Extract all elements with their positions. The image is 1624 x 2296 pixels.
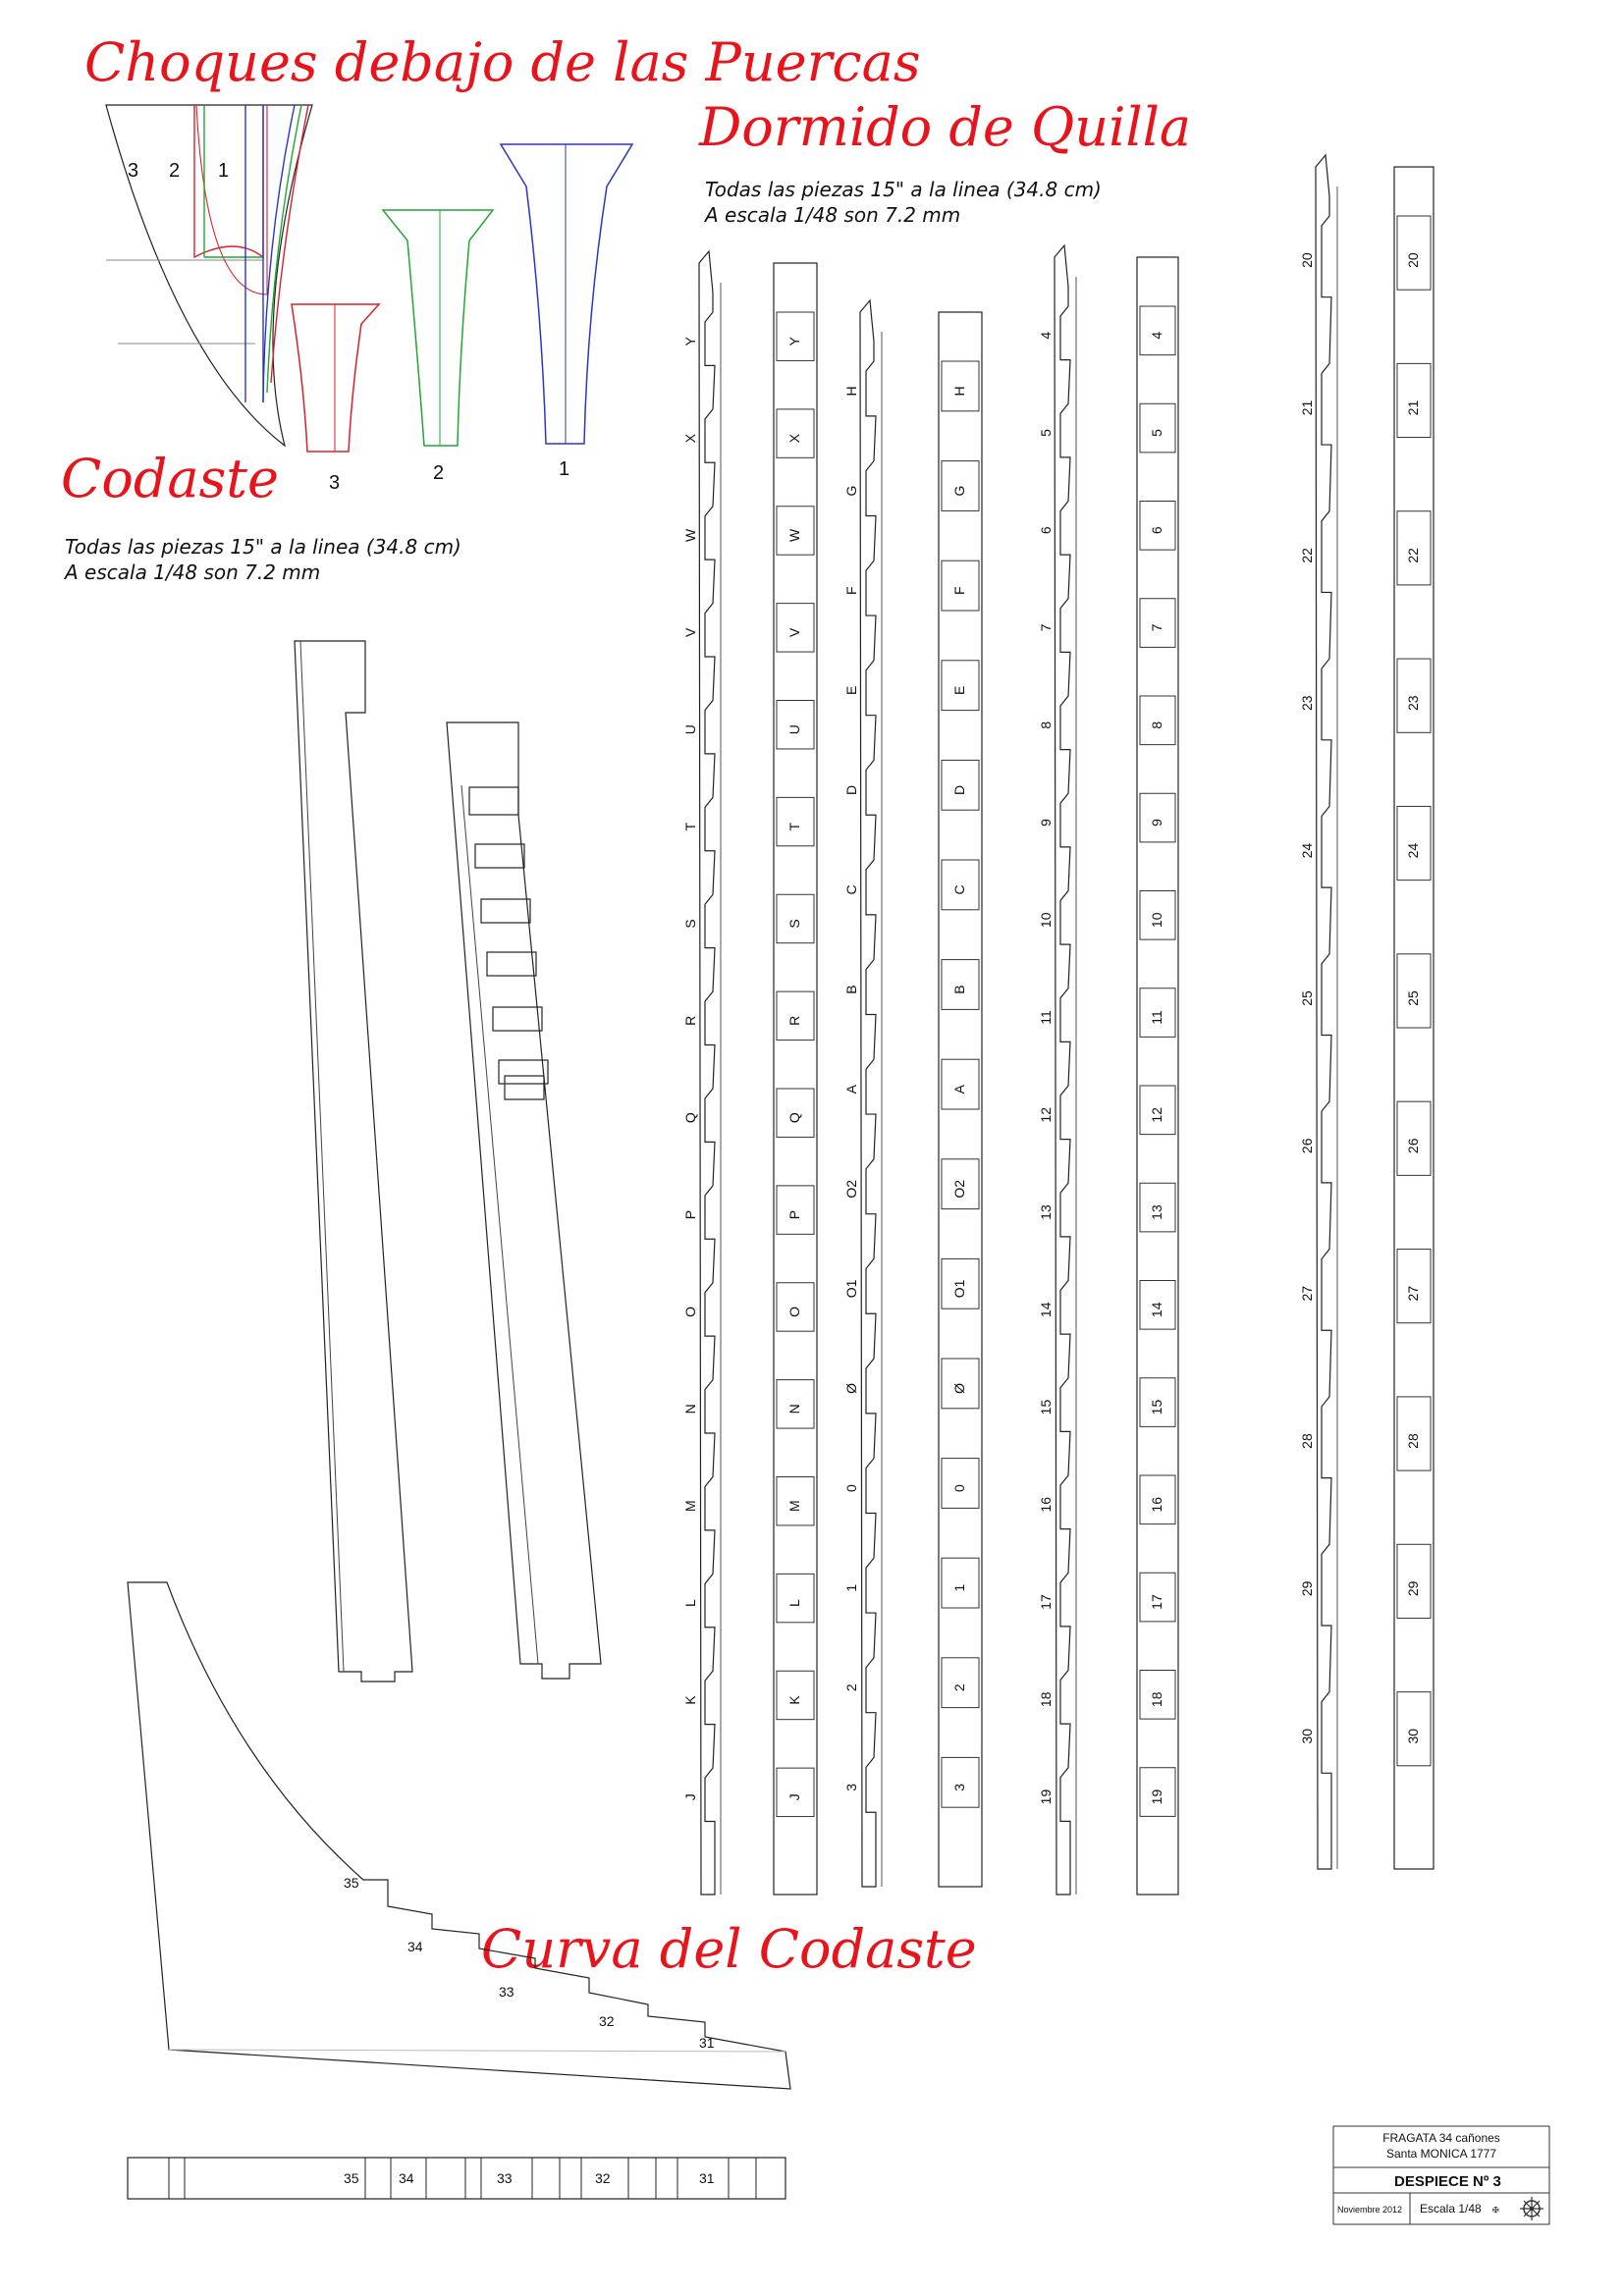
choque-piece-2-label: 2 xyxy=(433,462,445,484)
dormido-profile-label: O1 xyxy=(843,1279,859,1299)
dormido-strip-label: 9 xyxy=(1149,819,1164,827)
dormido-profile-label: W xyxy=(682,528,698,543)
curva-profile-label-35: 35 xyxy=(344,1875,359,1891)
dormido-strip-label: O xyxy=(786,1306,802,1317)
title-block-scale: Escala 1/48 xyxy=(1420,2202,1482,2216)
dormido-strip-label: 27 xyxy=(1405,1285,1421,1302)
choque-piece-3-label: 3 xyxy=(329,472,341,494)
dormido-profile-label: 6 xyxy=(1038,526,1054,535)
dormido-profile-label: 14 xyxy=(1038,1302,1054,1318)
choque-piece-3 xyxy=(292,304,379,494)
dormido-strip-label: 17 xyxy=(1149,1594,1164,1610)
dormido-profile-label: 15 xyxy=(1038,1399,1054,1415)
dormido-profile-label: 12 xyxy=(1038,1106,1054,1123)
title-block-ship: FRAGATA 34 cañones xyxy=(1382,2131,1500,2145)
dormido-strip-label: U xyxy=(786,724,802,735)
dormido-strip-label: 23 xyxy=(1405,695,1421,711)
dormido-profile-label: 8 xyxy=(1038,721,1054,729)
dormido-strip-label: 22 xyxy=(1405,548,1421,563)
dormido-profile-label: 25 xyxy=(1299,990,1315,1006)
title-block xyxy=(1333,2126,1549,2224)
dormido-profile-label: 20 xyxy=(1299,252,1315,268)
dormido-profile-label: D xyxy=(843,784,859,795)
dormido-profile-label: Q xyxy=(682,1112,698,1124)
dormido-strip-label: T xyxy=(786,822,802,831)
dormido-strip-label: 21 xyxy=(1405,400,1421,416)
curva-strip-label-31: 31 xyxy=(699,2170,715,2186)
heading-choques: Choques debajo de las Puercas xyxy=(84,31,921,93)
dormido-strip-label: V xyxy=(786,627,802,637)
dormido-profile-label: M xyxy=(682,1500,698,1512)
dormido-profile-label: 26 xyxy=(1299,1138,1315,1154)
codaste-note-1: Todas las piezas 15" a la linea (34.8 cm) xyxy=(65,535,461,559)
choques-view-label-3: 3 xyxy=(128,160,139,182)
curva-profile-label-32: 32 xyxy=(599,2013,615,2029)
logo-mark-icon: ✠ xyxy=(1492,2206,1499,2215)
dormido-strip-label: 18 xyxy=(1149,1691,1164,1708)
dormido-strip-label: K xyxy=(786,1695,802,1705)
dormido-strip-label: 26 xyxy=(1405,1138,1421,1154)
dormido-profile-label: 10 xyxy=(1038,912,1054,929)
curva-strip-label-34: 34 xyxy=(399,2170,414,2186)
dormido-strip-label: 5 xyxy=(1149,429,1164,437)
dormido-profile-label: E xyxy=(843,685,859,695)
dormido-profile-label: 9 xyxy=(1038,819,1054,827)
dormido-strip-label: H xyxy=(951,386,967,397)
dormido-profile-label: 4 xyxy=(1038,331,1054,340)
dormido-profile-label: 29 xyxy=(1299,1580,1315,1597)
dormido-strip-label: 3 xyxy=(951,1783,967,1791)
dormido-profile-label: 7 xyxy=(1038,623,1054,632)
dormido-strip-label: R xyxy=(786,1015,802,1026)
dormido-strip-label: 10 xyxy=(1149,912,1164,929)
dormido-profile-label: 0 xyxy=(843,1484,859,1492)
title-block-sheet: DESPIECE Nº 3 xyxy=(1394,2173,1501,2190)
dormido-strip-label: Ø xyxy=(951,1383,967,1394)
dormido-strip-label: L xyxy=(786,1599,802,1607)
dormido-strip-label: J xyxy=(786,1793,802,1801)
dormido-strip-label: 15 xyxy=(1149,1399,1164,1415)
dormido-strip-label: W xyxy=(786,528,802,543)
curva-profile-label-34: 34 xyxy=(407,1939,423,1954)
heading-curva: Curva del Codaste xyxy=(481,1918,977,1980)
dormido-strip-label: P xyxy=(786,1209,802,1220)
dormido-strip-label: 11 xyxy=(1149,1010,1164,1025)
dormido-strip-label: 12 xyxy=(1149,1106,1164,1123)
dormido-note-1: Todas las piezas 15" a la linea (34.8 cm) xyxy=(705,178,1102,201)
dormido-profile-label: T xyxy=(682,822,698,831)
title-block-name: Santa MONICA 1777 xyxy=(1385,2147,1497,2161)
dormido-strip-label: 30 xyxy=(1405,1728,1421,1744)
dormido-strip-label: 16 xyxy=(1149,1496,1164,1513)
dormido-profile-label: 23 xyxy=(1299,695,1315,711)
dormido-profile-label: 11 xyxy=(1038,1010,1054,1025)
choque-piece-1 xyxy=(501,144,632,480)
choques-view-label-2: 2 xyxy=(169,160,181,182)
curva-strip-label-32: 32 xyxy=(595,2170,611,2186)
dormido-profile-label: 2 xyxy=(843,1683,859,1692)
dormido-profile-label: X xyxy=(682,433,698,444)
dormido-profile-label: J xyxy=(682,1793,698,1801)
dormido-strip-label: 7 xyxy=(1149,623,1164,632)
dormido-profile-label: 3 xyxy=(843,1783,859,1791)
dormido-profile-label: 27 xyxy=(1299,1285,1315,1302)
dormido-strip-label: O1 xyxy=(951,1279,967,1299)
choque-piece-2 xyxy=(383,210,493,484)
curva-strip-label-35: 35 xyxy=(344,2170,359,2186)
dormido-strip-label: C xyxy=(951,884,967,895)
dormido-strip-label: G xyxy=(951,485,967,497)
dormido-profile-label: 1 xyxy=(843,1583,859,1592)
dormido-strip-label: 20 xyxy=(1405,252,1421,268)
heading-dormido: Dormido de Quilla xyxy=(699,96,1192,158)
dormido-strip-label: 0 xyxy=(951,1484,967,1492)
dormido-profile-label: 21 xyxy=(1299,400,1315,416)
choques-assembly-view xyxy=(106,105,312,446)
dormido-strip-label: N xyxy=(786,1404,802,1415)
dormido-strip-label: 14 xyxy=(1149,1302,1164,1318)
dormido-strip-label: Q xyxy=(786,1112,802,1124)
dormido-strip-label: 4 xyxy=(1149,331,1164,340)
dormido-profile-label: F xyxy=(843,586,859,595)
dormido-note-2: A escala 1/48 son 7.2 mm xyxy=(705,203,961,227)
dormido-profile-label: H xyxy=(843,386,859,397)
ship-wheel-icon xyxy=(1520,2197,1543,2220)
title-block-date: Noviembre 2012 xyxy=(1337,2205,1403,2215)
dormido-strip-label: 29 xyxy=(1405,1580,1421,1597)
curva-codaste-strip xyxy=(128,2158,785,2199)
dormido-strip-label: 1 xyxy=(951,1583,967,1592)
codaste-note-2: A escala 1/48 son 7.2 mm xyxy=(65,561,321,584)
dormido-profile-label: 22 xyxy=(1299,548,1315,563)
dormido-strip-label: 6 xyxy=(1149,526,1164,535)
dormido-strip-label: Y xyxy=(786,336,802,347)
heading-codaste: Codaste xyxy=(61,448,279,509)
curva-profile-label-31: 31 xyxy=(699,2035,715,2051)
dormido-profile-label: Ø xyxy=(843,1383,859,1394)
dormido-profile-label: 17 xyxy=(1038,1594,1054,1610)
dormido-profile-label: O xyxy=(682,1306,698,1317)
dormido-strip-label: 2 xyxy=(951,1683,967,1692)
dormido-strip-label: 19 xyxy=(1149,1789,1164,1805)
dormido-strip-label: X xyxy=(786,433,802,444)
dormido-profile-label: 19 xyxy=(1038,1789,1054,1805)
dormido-profile-label: 16 xyxy=(1038,1496,1054,1513)
dormido-profile-label: S xyxy=(682,919,698,929)
dormido-profile-label: U xyxy=(682,724,698,735)
dormido-profile-label: B xyxy=(843,985,859,994)
dormido-profile-label: 5 xyxy=(1038,429,1054,437)
dormido-strip-label: O2 xyxy=(951,1179,967,1199)
dormido-profile-label: 18 xyxy=(1038,1691,1054,1708)
dormido-profile-label: Y xyxy=(682,336,698,347)
dormido-strip-label: 28 xyxy=(1405,1433,1421,1449)
choque-piece-1-label: 1 xyxy=(559,458,570,480)
dormido-strip-label: B xyxy=(951,985,967,994)
dormido-strip-label: A xyxy=(951,1085,967,1095)
codaste-piece-notched xyxy=(447,722,601,1679)
dormido-profile-label: V xyxy=(682,627,698,637)
dormido-profile-label: G xyxy=(843,485,859,497)
curva-codaste-profile xyxy=(128,1582,790,2089)
dormido-strip-label: 13 xyxy=(1149,1204,1164,1220)
dormido-profile-label: N xyxy=(682,1404,698,1415)
dormido-profile-label: 28 xyxy=(1299,1433,1315,1449)
dormido-strip-label: 25 xyxy=(1405,990,1421,1006)
dormido-profile-label: A xyxy=(843,1085,859,1095)
dormido-profile-label: 13 xyxy=(1038,1204,1054,1220)
dormido-profile-label: K xyxy=(682,1695,698,1705)
curva-profile-label-33: 33 xyxy=(499,1984,514,2000)
codaste-piece-plain xyxy=(295,641,412,1682)
dormido-strip-label: M xyxy=(786,1500,802,1512)
dormido-strip-label: 8 xyxy=(1149,721,1164,729)
dormido-profile-label: C xyxy=(843,884,859,895)
dormido-profile-label: R xyxy=(682,1015,698,1026)
dormido-profile-label: L xyxy=(682,1599,698,1607)
dormido-quilla-pieces xyxy=(682,155,1434,1895)
dormido-profile-label: 30 xyxy=(1299,1728,1315,1744)
dormido-strip-label: S xyxy=(786,919,802,929)
dormido-strip-label: 24 xyxy=(1405,842,1421,859)
curva-strip-label-33: 33 xyxy=(497,2170,513,2186)
choques-view-label-1: 1 xyxy=(218,160,230,182)
dormido-strip-label: E xyxy=(951,685,967,695)
dormido-strip-label: F xyxy=(951,586,967,595)
dormido-profile-label: 24 xyxy=(1299,842,1315,859)
dormido-strip-label: D xyxy=(951,784,967,795)
dormido-profile-label: O2 xyxy=(843,1179,859,1199)
dormido-profile-label: P xyxy=(682,1209,698,1220)
